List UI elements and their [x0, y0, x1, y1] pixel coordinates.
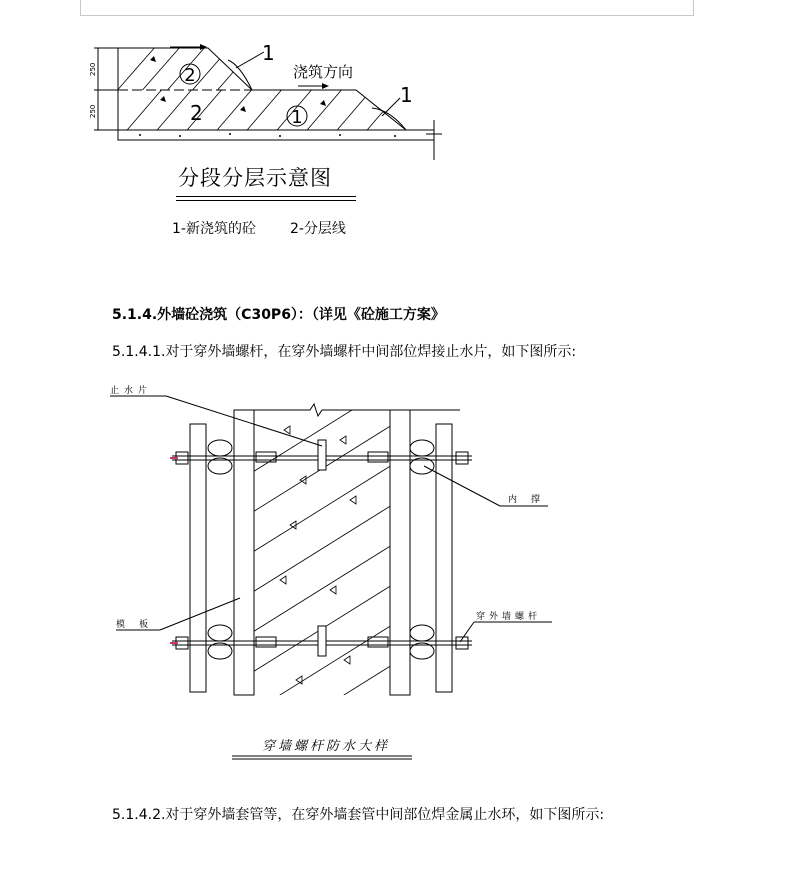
- bolt-bottom: [172, 625, 472, 659]
- bolt-top: [172, 440, 472, 474]
- formwork-left: [234, 410, 254, 695]
- diagram1-title: 分段分层示意图: [178, 166, 332, 190]
- paragraph-wall-bolt: 5.1.4.1.对于穿外墙螺杆，在穿外墙螺杆中间部位焊接止水片，如下图所示:: [112, 344, 577, 360]
- legend-item-new-concrete: 1-新浇筑的砼: [172, 221, 256, 237]
- new-concrete-top: [228, 60, 252, 90]
- base-slab: [118, 130, 434, 140]
- label-inner-brace: 内撑: [508, 495, 555, 505]
- legend-item-layer-line: 2-分层线: [289, 221, 346, 237]
- dim-lower: 250: [89, 104, 97, 118]
- section-heading: 5.1.4.外墙砼浇筑（C30P6）：（详见《砼施工方案》: [112, 307, 445, 323]
- paragraph-wall-sleeve: 5.1.4.2.对于穿外墙套管等，在穿外墙套管中间部位焊金属止水环，如下图所示:: [112, 807, 605, 823]
- diagram2-caption: 穿墙螺杆防水大样: [262, 739, 391, 754]
- label-waterstop: 止水片: [110, 386, 153, 396]
- aggregate-marks: [139, 56, 396, 137]
- waterstop-bottom: [318, 626, 326, 656]
- title-rule-1: [176, 196, 356, 197]
- pour-direction-label: 浇筑方向: [293, 63, 354, 81]
- dim-upper: 250: [89, 62, 97, 76]
- callout-1-top: 1: [262, 41, 275, 65]
- label-wall-bolt: 穿外墙螺杆: [476, 612, 542, 622]
- label-formwork: 模板: [116, 620, 163, 630]
- wall-bolt-waterproof-diagram: [0, 380, 785, 770]
- waterstop-top: [318, 440, 326, 470]
- layered-pour-diagram: [0, 0, 785, 160]
- wall-hatch: [240, 380, 400, 770]
- waler-right: [436, 424, 452, 692]
- waler-left: [190, 424, 206, 692]
- circle-lower-label: 1: [291, 107, 303, 128]
- title-rule-2: [176, 200, 356, 201]
- diagram1-legend: [172, 218, 346, 238]
- circle-upper-label: 2: [184, 65, 196, 86]
- formwork-right: [390, 410, 410, 695]
- layer-line-label: 2: [190, 101, 203, 125]
- callout-1-bottom: 1: [400, 83, 413, 107]
- new-concrete-bottom: [372, 108, 406, 130]
